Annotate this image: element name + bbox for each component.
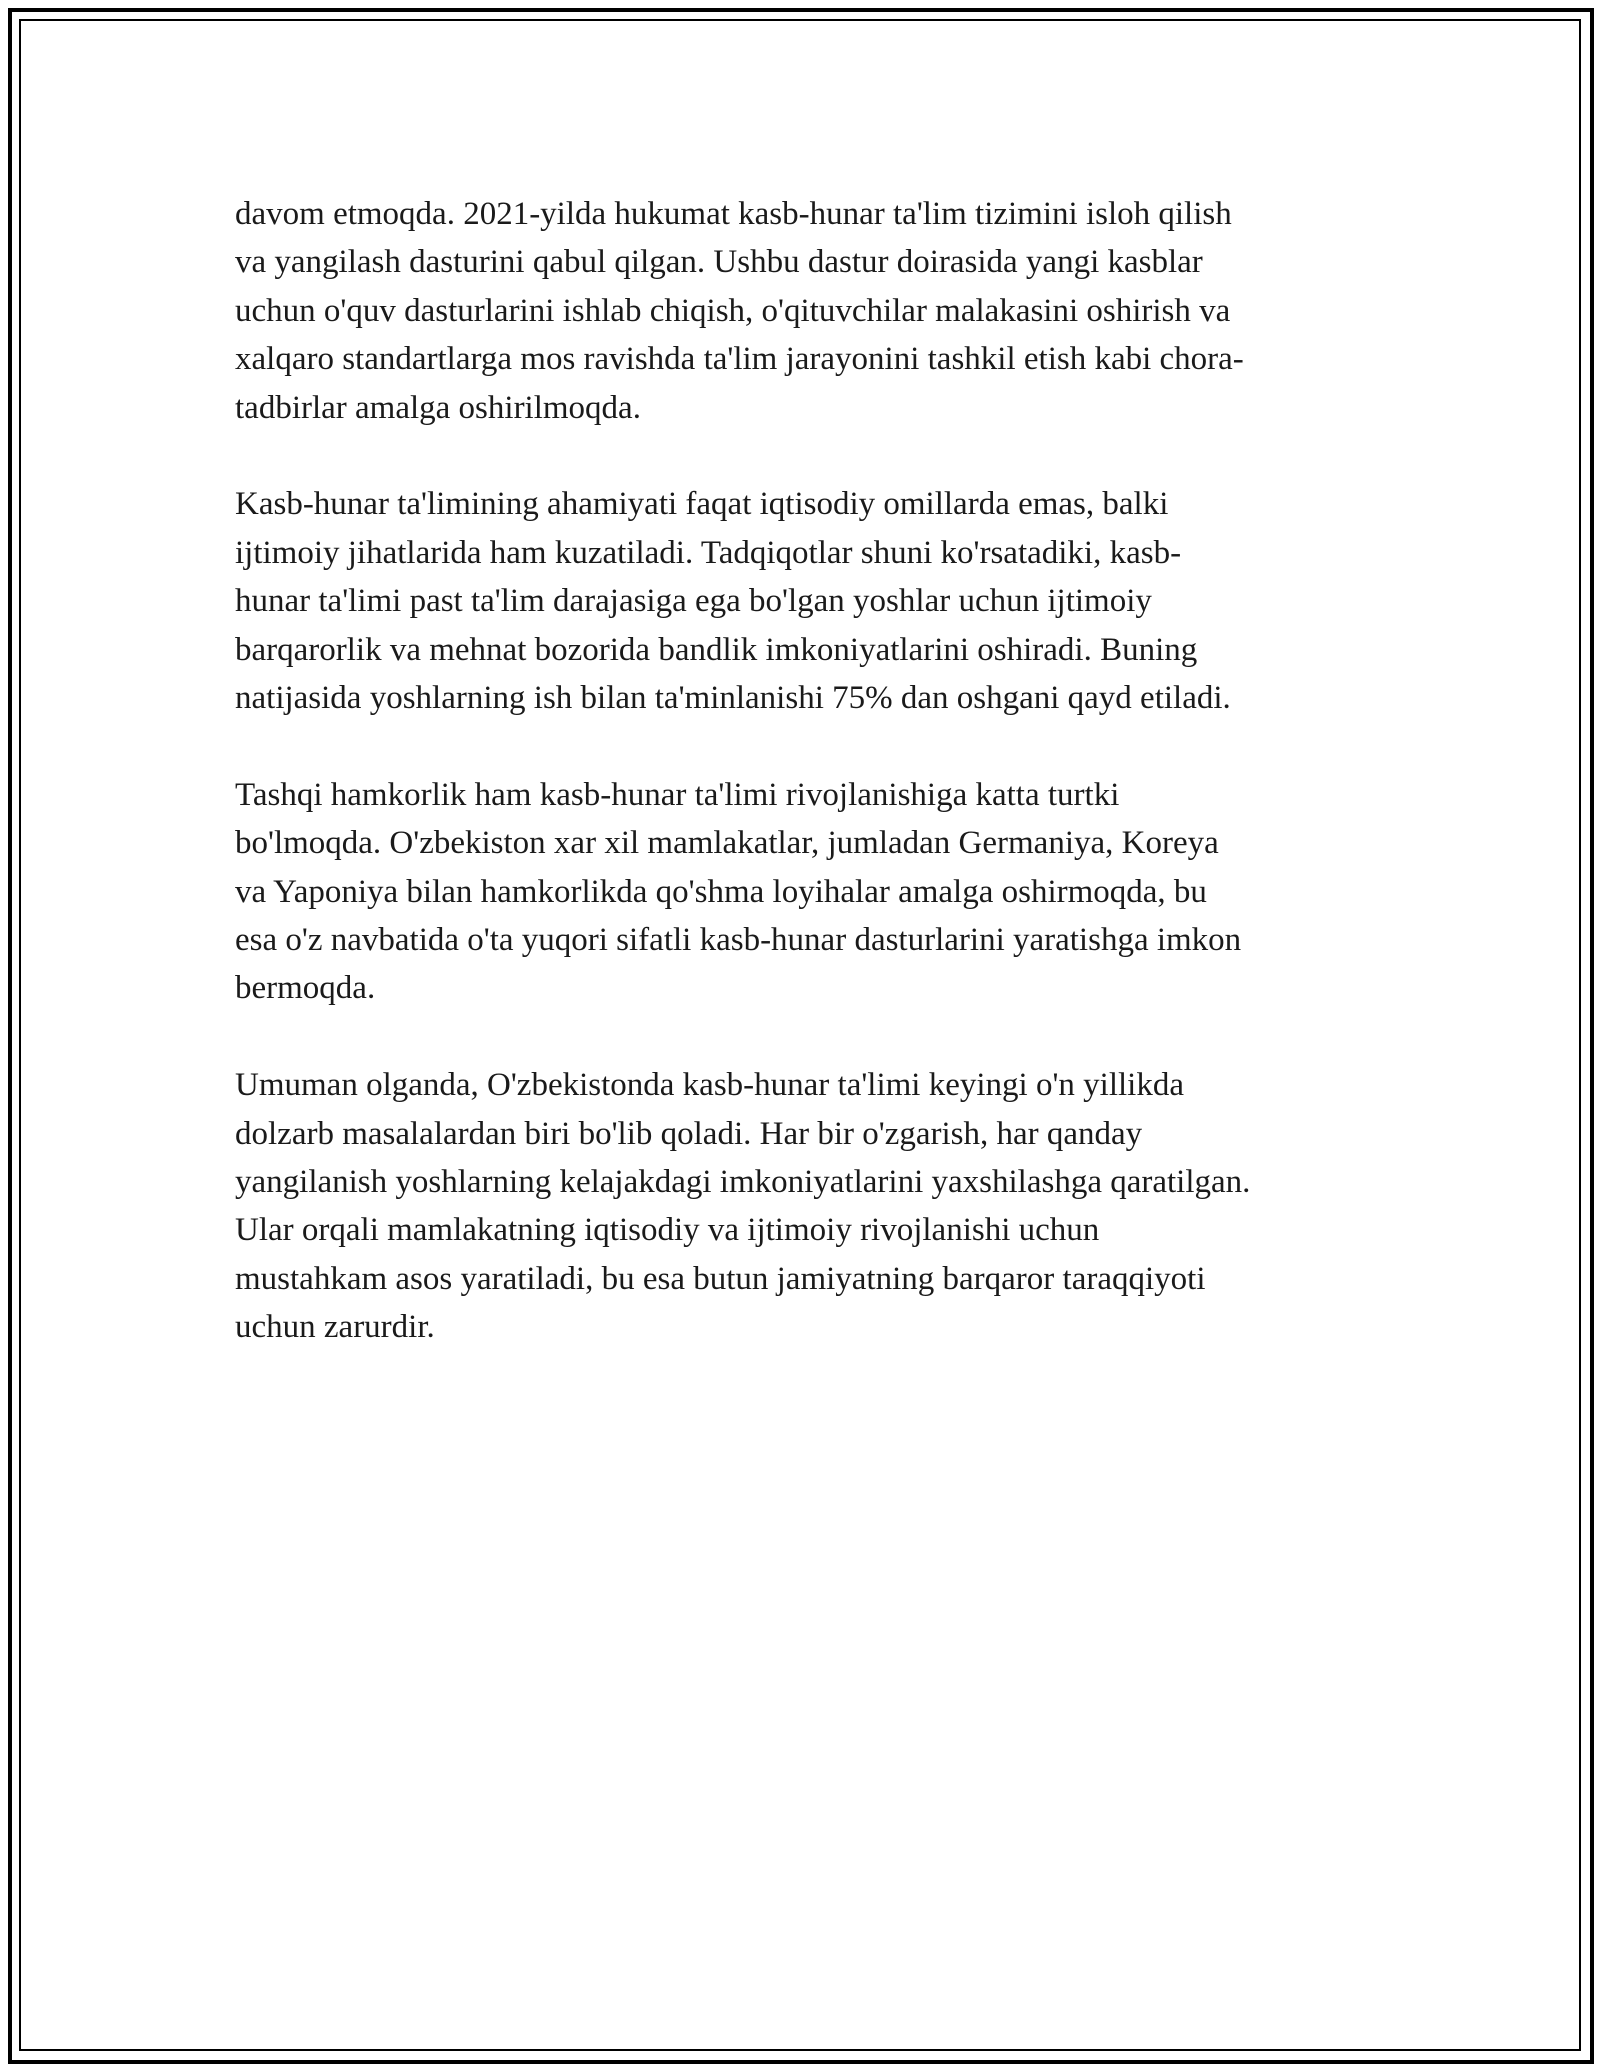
text-line: barqarorlik va mehnat bozorida bandlik imkoniyatlarini oshiradi. Buning	[235, 631, 1198, 668]
text-line: va Yaponiya bilan hamkorlikda qo'shma loyihalar amalga oshirmoqda, bu	[235, 873, 1207, 910]
text-line: va yangilash dasturini qabul qilgan. Ushbu dastur doirasida yangi kasblar	[235, 244, 1203, 281]
text-line: natijasida yoshlarning ish bilan ta'minlanishi 75% dan oshgani qayd etiladi.	[235, 680, 1231, 717]
text-line: ijtimoiy jihatlarida ham kuzatiladi. Tadqiqotlar shuni ko'rsatadiki, kasb-	[235, 534, 1182, 571]
text-line: Umuman olganda, O'zbekistonda kasb-hunar ta'limi keyingi o'n yillikda	[235, 1067, 1184, 1104]
text-line: dolzarb masalalardan biri bo'lib qoladi. Har bir o'zgarish, har qanday	[235, 1115, 1143, 1152]
paragraph-1	[235, 190, 1365, 432]
document-body	[235, 190, 1365, 1400]
text-line: davom etmoqda. 2021-yilda hukumat kasb-hunar ta'lim tizimini isloh qilish	[235, 196, 1232, 232]
text-line: uchun zarurdir.	[235, 1309, 435, 1346]
text-line: bo'lmoqda. O'zbekiston xar xil mamlakatlar, jumladan Germaniya, Koreya	[235, 825, 1219, 862]
paragraph-4	[235, 1061, 1365, 1351]
paragraph-2	[235, 480, 1365, 722]
text-line: Tashqi hamkorlik ham kasb-hunar ta'limi rivojlanishiga katta turtki	[235, 776, 1120, 813]
text-line: tadbirlar amalga oshirilmoqda.	[235, 389, 641, 426]
text-line: Ular orqali mamlakatning iqtisodiy va ijtimoiy rivojlanishi uchun	[235, 1212, 1100, 1249]
text-line: hunar ta'limi past ta'lim darajasiga ega bo'lgan yoshlar uchun ijtimoiy	[235, 583, 1152, 620]
text-line: Kasb-hunar ta'limining ahamiyati faqat iqtisodiy omillarda emas, balki	[235, 486, 1169, 523]
text-line: xalqaro standartlarga mos ravishda ta'lim jarayonini tashkil etish kabi chora-	[235, 341, 1244, 378]
text-line: yangilanish yoshlarning kelajakdagi imkoniyatlarini yaxshilashga qaratilgan.	[235, 1164, 1251, 1201]
text-line: mustahkam asos yaratiladi, bu esa butun jamiyatning barqaror taraqqiyoti	[235, 1260, 1206, 1297]
text-line: uchun o'quv dasturlarini ishlab chiqish, o'qituvchilar malakasini oshirish va	[235, 292, 1231, 329]
paragraph-3	[235, 771, 1365, 1013]
text-line: esa o'z navbatida o'ta yuqori sifatli kasb-hunar dasturlarini yaratishga imkon	[235, 922, 1242, 959]
text-line: bermoqda.	[235, 970, 376, 1007]
